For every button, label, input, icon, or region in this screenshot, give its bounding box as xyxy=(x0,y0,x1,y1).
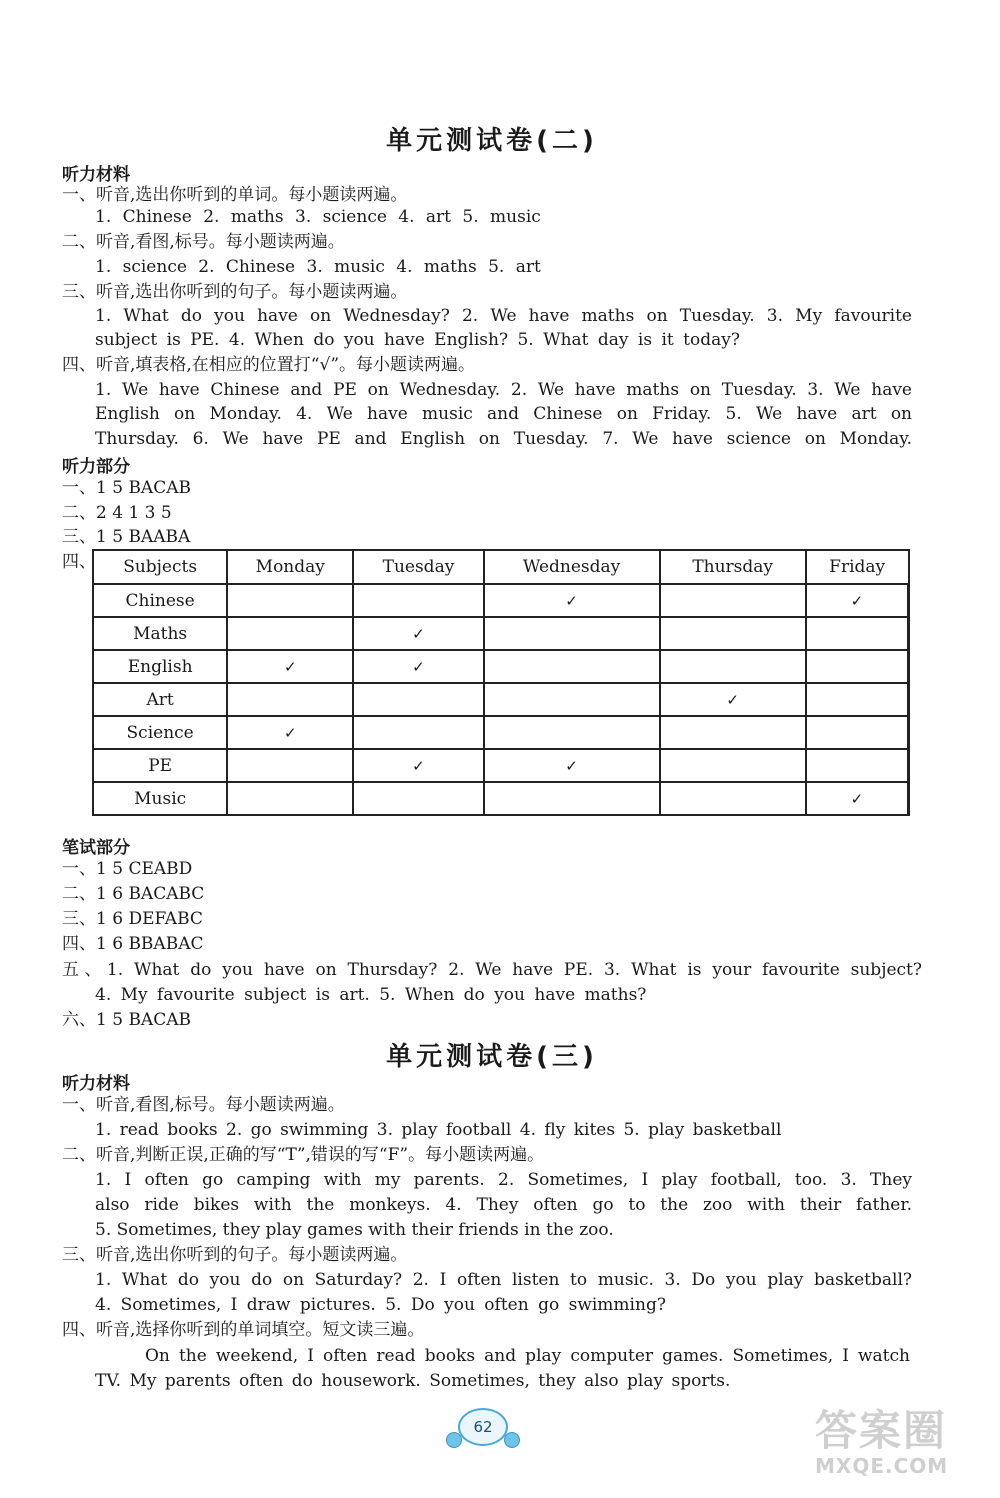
test3-q4-line2: TV. My parents often do housework. Sometimes, they also play sports. xyxy=(95,1371,731,1391)
schedule-row xyxy=(93,782,909,815)
check-mark-cell: ✓ xyxy=(806,782,909,815)
subject-cell: English xyxy=(93,650,227,683)
test3-q2-line3: 5. Sometimes, they play games with their friends in the zoo. xyxy=(95,1220,614,1240)
empty-cell xyxy=(227,584,353,617)
header-thursday: Thursday xyxy=(660,550,806,584)
bubble-decoration xyxy=(504,1432,520,1448)
check-mark-cell: ✓ xyxy=(353,617,483,650)
test3-q1-instruction: 一、听音,看图,标号。每小题读两遍。 xyxy=(62,1095,345,1115)
empty-cell xyxy=(806,716,909,749)
schedule-row xyxy=(93,749,909,782)
page-number-badge xyxy=(442,1408,526,1448)
empty-cell xyxy=(806,749,909,782)
empty-cell xyxy=(227,683,353,716)
test2-written-5-line1: 五、1. What do you have on Thursday? 2. We have PE. 3. What is your favourite subject? xyxy=(62,960,922,980)
test3-q1-words: 1. read books 2. go swimming 3. play football 4. fly kites 5. play basketball xyxy=(95,1120,782,1140)
test3-q2-instruction: 二、听音,判断正误,正确的写“T”,错误的写“F”。每小题读两遍。 xyxy=(62,1145,545,1165)
subject-cell: Art xyxy=(93,683,227,716)
test2-q4-line3: Thursday. 6. We have PE and English on Tuesday. 7. We have science on Monday. xyxy=(95,429,912,449)
schedule-row xyxy=(93,683,909,716)
empty-cell xyxy=(660,782,806,815)
test2-answer-1: 一、1 5 BACAB xyxy=(62,478,191,498)
subject-cell: PE xyxy=(93,749,227,782)
empty-cell xyxy=(660,617,806,650)
empty-cell xyxy=(660,716,806,749)
test2-q1-words: 1. Chinese 2. maths 3. science 4. art 5. music xyxy=(95,207,541,227)
empty-cell xyxy=(353,716,483,749)
test3-q4-instruction: 四、听音,选择你听到的单词填空。短文读三遍。 xyxy=(62,1320,425,1340)
schedule-header-row xyxy=(93,550,909,584)
check-mark-cell: ✓ xyxy=(227,650,353,683)
watermark xyxy=(815,1398,995,1488)
test2-q4-line1: 1. We have Chinese and PE on Wednesday. 2. We have maths on Tuesday. 3. We have xyxy=(95,380,912,400)
empty-cell xyxy=(806,650,909,683)
schedule-row xyxy=(93,650,909,683)
test2-answer-2: 二、2 4 1 3 5 xyxy=(62,503,172,523)
header-wednesday: Wednesday xyxy=(484,550,660,584)
check-mark-cell: ✓ xyxy=(660,683,806,716)
empty-cell xyxy=(484,650,660,683)
test2-title: 单元测试卷(二) xyxy=(386,126,598,156)
empty-cell xyxy=(484,782,660,815)
empty-cell xyxy=(227,617,353,650)
test3-q3-instruction: 三、听音,选出你听到的句子。每小题读两遍。 xyxy=(62,1245,408,1265)
test2-written-5-line2: 4. My favourite subject is art. 5. When do you have maths? xyxy=(95,985,647,1005)
test2-q1-instruction: 一、听音,选出你听到的单词。每小题读两遍。 xyxy=(62,185,408,205)
test3-q3-line2: 4. Sometimes, I draw pictures. 5. Do you often go swimming? xyxy=(95,1295,666,1315)
watermark-url: MXQE.COM xyxy=(815,1454,949,1478)
test2-written-3: 三、1 6 DEFABC xyxy=(62,909,203,929)
empty-cell xyxy=(353,584,483,617)
empty-cell xyxy=(660,584,806,617)
test2-q3-instruction: 三、听音,选出你听到的句子。每小题读两遍。 xyxy=(62,282,408,302)
subject-cell: Music xyxy=(93,782,227,815)
test2-written-1: 一、1 5 CEABD xyxy=(62,859,193,879)
watermark-logo-text: 答案圈 xyxy=(815,1406,948,1455)
test3-title: 单元测试卷(三) xyxy=(386,1042,598,1072)
empty-cell xyxy=(484,683,660,716)
schedule-row xyxy=(93,584,909,617)
test3-q4-line1: On the weekend, I often read books and play computer games. Sometimes, I watch xyxy=(145,1346,910,1366)
test2-answer-3: 三、1 5 BAABA xyxy=(62,527,191,547)
empty-cell xyxy=(806,617,909,650)
check-mark-cell: ✓ xyxy=(806,584,909,617)
empty-cell xyxy=(227,782,353,815)
empty-cell xyxy=(660,749,806,782)
test3-q2-line1: 1. I often go camping with my parents. 2. Sometimes, I play football, too. 3. They xyxy=(95,1170,912,1190)
subject-cell: Maths xyxy=(93,617,227,650)
header-friday: Friday xyxy=(806,550,909,584)
empty-cell xyxy=(353,782,483,815)
test2-q4-line2: English on Monday. 4. We have music and Chinese on Friday. 5. We have art on xyxy=(95,404,912,424)
test2-q2-instruction: 二、听音,看图,标号。每小题读两遍。 xyxy=(62,232,345,252)
test2-q2-words: 1. science 2. Chinese 3. music 4. maths 5. art xyxy=(95,257,541,277)
check-mark-cell: ✓ xyxy=(353,749,483,782)
check-mark-cell: ✓ xyxy=(353,650,483,683)
check-mark-cell: ✓ xyxy=(227,716,353,749)
empty-cell xyxy=(353,683,483,716)
subject-cell: Chinese xyxy=(93,584,227,617)
schedule-row xyxy=(93,617,909,650)
test2-q4-instruction: 四、听音,填表格,在相应的位置打“√”。每小题读两遍。 xyxy=(62,355,476,375)
check-mark-cell: ✓ xyxy=(484,749,660,782)
header-monday: Monday xyxy=(227,550,353,584)
test2-listening-material-heading: 听力材料 xyxy=(62,165,130,185)
page-number: 62 xyxy=(458,1408,508,1446)
empty-cell xyxy=(660,650,806,683)
empty-cell xyxy=(806,683,909,716)
test2-q3-line2: subject is PE. 4. When do you have English? 5. What day is it today? xyxy=(95,330,740,350)
test2-written-2: 二、1 6 BACABC xyxy=(62,884,205,904)
schedule-table xyxy=(92,549,910,816)
schedule-row xyxy=(93,716,909,749)
test3-q3-line1: 1. What do you do on Saturday? 2. I often listen to music. 3. Do you play basketball? xyxy=(95,1270,912,1290)
test2-listening-part-heading: 听力部分 xyxy=(62,457,130,477)
empty-cell xyxy=(227,749,353,782)
test2-written-6: 六、1 5 BACAB xyxy=(62,1010,191,1030)
test2-answer-4-label: 四、 xyxy=(62,552,96,572)
test2-written-part-heading: 笔试部分 xyxy=(62,838,130,858)
header-subjects: Subjects xyxy=(93,550,227,584)
empty-cell xyxy=(484,617,660,650)
test2-written-4: 四、1 6 BBABAC xyxy=(62,934,204,954)
empty-cell xyxy=(484,716,660,749)
check-mark-cell: ✓ xyxy=(484,584,660,617)
header-tuesday: Tuesday xyxy=(353,550,483,584)
subject-cell: Science xyxy=(93,716,227,749)
test2-q3-line1: 1. What do you have on Wednesday? 2. We have maths on Tuesday. 3. My favourite xyxy=(95,306,912,326)
test3-listening-material-heading: 听力材料 xyxy=(62,1074,130,1094)
test3-q2-line2: also ride bikes with the monkeys. 4. They often go to the zoo with their father. xyxy=(95,1195,912,1215)
